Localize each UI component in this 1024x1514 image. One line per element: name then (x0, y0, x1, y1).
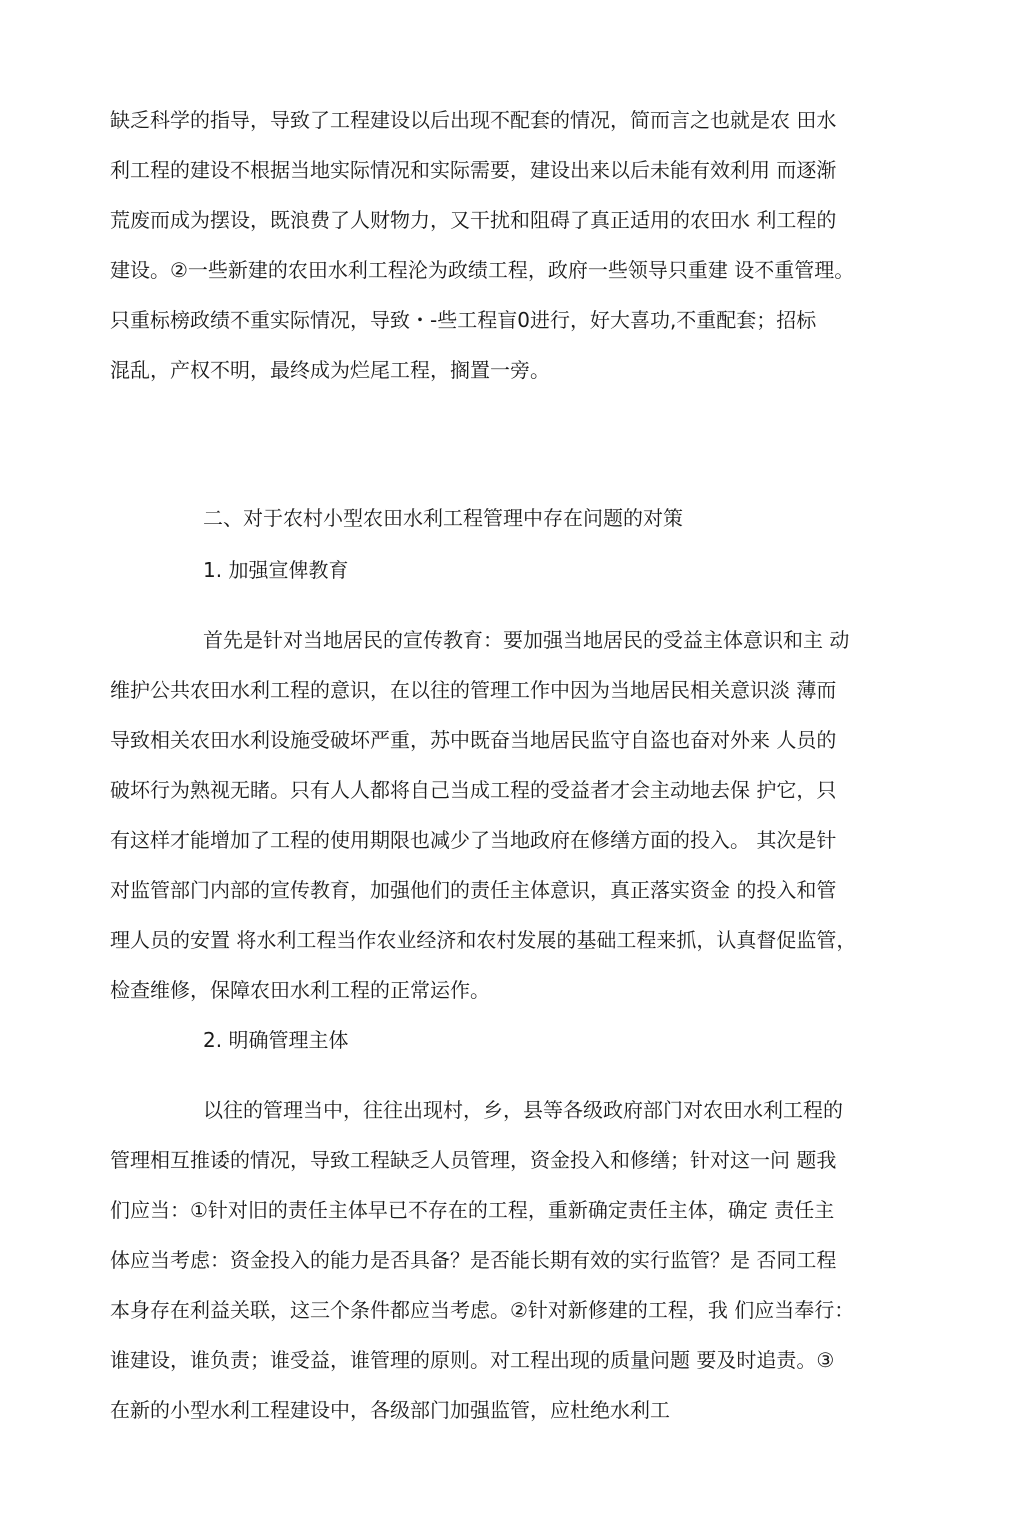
paragraph-line: 缺乏科学的指导，导致了工程建设以后出现不配套的情况，简而言之也就是农 田水 (110, 108, 837, 132)
paragraph-line: 检查维修，保障农田水利工程的正常运作。 (110, 978, 490, 1002)
paragraph-line: 本身存在利益关联，这三个条件都应当考虑。②针对新修建的工程，我 们应当奉行： (110, 1298, 855, 1322)
paragraph-line: 混乱，产权不明，最终成为烂尾工程，搁置一旁。 (110, 358, 550, 382)
paragraph-line: 导致相关农田水利设施受破坏严重，苏中既奋当地居民监守自盗也奋对外来 人员的 (110, 728, 837, 752)
paragraph-line: 们应当：①针对旧的责任主体早已不存在的工程，重新确定责任主体，确定 责任主 (110, 1198, 835, 1222)
paragraph-line: 在新的小型水利工程建设中，各级部门加强监管，应杜绝水利工 (110, 1398, 670, 1422)
paragraph-line: 体应当考虑：资金投入的能力是否具备？是否能长期有效的实行监管？是 否同工程 (110, 1248, 837, 1272)
subsection-title: 2. 明确管理主体 (203, 1028, 349, 1052)
paragraph-line: 首先是针对当地居民的宣传教育：要加强当地居民的受益主体意识和主 动 (203, 628, 850, 652)
paragraph-line: 利工程的建设不根据当地实际情况和实际需要，建设出来以后未能有效利用 而逐渐 (110, 158, 837, 182)
section-heading: 二、对于农村小型农田水利工程管理中存在问题的对策 (203, 506, 683, 530)
paragraph-line: 对监管部门内部的宣传教育，加强他们的责任主体意识，真正落实资金 的投入和管 (110, 878, 837, 902)
paragraph-line: 理人员的安置 将水利工程当作农业经济和农村发展的基础工程来抓，认真督促监管， (110, 928, 857, 952)
paragraph-line: 建设。②一些新建的农田水利工程沦为政绩工程，政府一些领导只重建 设不重管理。 (110, 258, 855, 282)
paragraph-line: 荒废而成为摆设，既浪费了人财物力，又干扰和阻碍了真正适用的农田水 利工程的 (110, 208, 837, 232)
paragraph-line: 管理相互推诿的情况，导致工程缺乏人员管理，资金投入和修缮；针对这一问 题我 (110, 1148, 837, 1172)
paragraph-line: 维护公共农田水利工程的意识，在以往的管理工作中因为当地居民相关意识淡 薄而 (110, 678, 837, 702)
subsection-title: 1. 加强宣俾教育 (203, 558, 349, 582)
paragraph-line: 有这样才能增加了工程的使用期限也减少了当地政府在修缮方面的投入。 其次是针 (110, 828, 837, 852)
paragraph-line: 谁建设，谁负责；谁受益，谁管理的原则。对工程出现的质量问题 要及时追责。③ (110, 1348, 835, 1372)
paragraph-line: 以往的管理当中，往往出现村，乡，县等各级政府部门对农田水利工程的 (203, 1098, 843, 1122)
paragraph-line: 破坏行为熟视无睹。只有人人都将自己当成工程的受益者才会主动地去保 护它，只 (110, 778, 837, 802)
paragraph-line: 只重标榜政绩不重实际情况，导致・-些工程盲0进行，好大喜功,不重配套；招标 (110, 308, 817, 332)
